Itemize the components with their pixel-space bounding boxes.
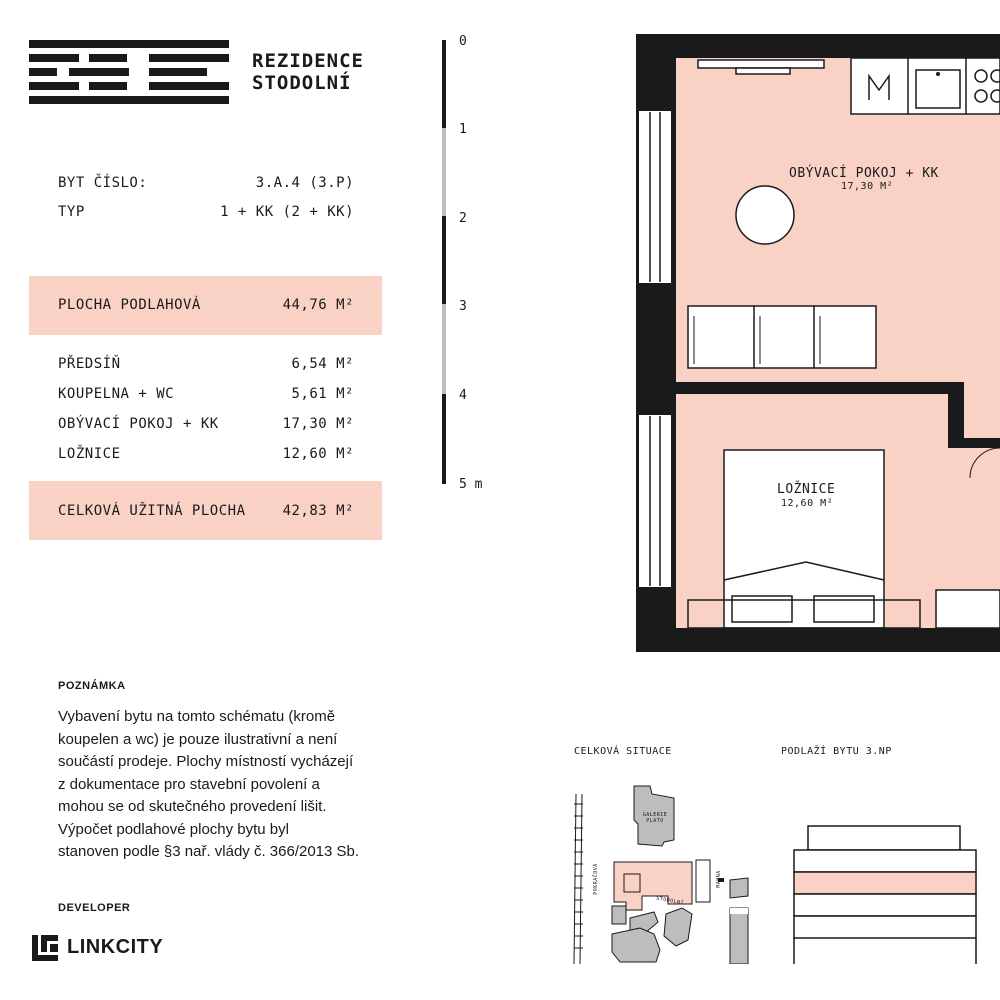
street-porazkova-label: POKRAČOVÁ bbox=[592, 863, 599, 895]
living-room-name: OBÝVACÍ POKOJ + KK bbox=[789, 166, 939, 181]
unit-number-label: BYT ČÍSLO: bbox=[58, 175, 148, 191]
unit-type-label: TYP bbox=[58, 204, 85, 220]
brand-line-1: REZIDENCE bbox=[252, 50, 364, 72]
unit-number-row bbox=[58, 175, 354, 191]
scale-tick-label: 5 m bbox=[459, 477, 483, 492]
living-room-area: 17,30 M² bbox=[841, 181, 894, 192]
room-row bbox=[58, 386, 354, 402]
building-floor-diagram bbox=[790, 824, 980, 968]
unit-number-value: 3.A.4 (3.P) bbox=[255, 175, 354, 191]
brand-title bbox=[252, 50, 364, 94]
note-line: stanoven podle §3 nař. vlády č. 366/2013 Sb. bbox=[58, 843, 360, 860]
note-line: Výpočet podlahové plochy bytu byl bbox=[58, 820, 289, 838]
floor-area-value: 44,76 M² bbox=[282, 297, 354, 313]
floor-area-row bbox=[58, 297, 354, 313]
site-situation-map bbox=[572, 784, 752, 964]
scale-bar bbox=[440, 38, 450, 488]
scale-tick-label: 0 bbox=[459, 34, 467, 49]
note-title: POZNÁMKA bbox=[58, 680, 126, 692]
note-line: mohou se od skutečného provedení lišit. bbox=[58, 798, 327, 815]
scale-tick-label: 4 bbox=[459, 388, 467, 403]
room-label: OBÝVACÍ POKOJ + KK bbox=[58, 416, 219, 432]
room-row bbox=[58, 356, 354, 372]
floor-diagram-title: PODLAŽÍ BYTU 3.NP bbox=[781, 746, 892, 757]
rezidence-logo-mark bbox=[29, 40, 229, 104]
room-label: KOUPELNA + WC bbox=[58, 386, 175, 402]
total-area-value: 42,83 M² bbox=[282, 503, 354, 519]
room-value: 5,61 M² bbox=[291, 386, 354, 402]
room-row bbox=[58, 446, 354, 462]
room-value: 12,60 M² bbox=[282, 446, 354, 462]
scale-tick-label: 1 bbox=[459, 122, 467, 137]
scale-tick-label: 3 bbox=[459, 299, 467, 314]
unit-type-value: 1 + KK (2 + KK) bbox=[220, 204, 354, 220]
situation-title: CELKOVÁ SITUACE bbox=[574, 746, 672, 757]
note-text bbox=[58, 706, 368, 864]
scale-tick-label: 2 bbox=[459, 211, 467, 226]
note-line: součástí prodeje. Plochy místností vycházejí bbox=[58, 753, 354, 770]
developer-name: LINKCITY bbox=[67, 936, 164, 958]
street-stodolni-label: STODOLNÍ bbox=[655, 895, 685, 907]
brand-line-2: STODOLNÍ bbox=[252, 72, 352, 94]
room-label: LOŽNICE bbox=[58, 446, 121, 462]
bedroom-name: LOŽNICE bbox=[777, 482, 836, 497]
floor-plan bbox=[636, 34, 1000, 652]
gallery-label: GALERIE PLATO bbox=[642, 812, 668, 824]
developer-label: DEVELOPER bbox=[58, 902, 131, 914]
linkcity-logo-icon bbox=[30, 933, 60, 963]
note-line: koupelen a wc) je pouze ilustrativní a není bbox=[58, 730, 338, 748]
floor-area-label: PLOCHA PODLAHOVÁ bbox=[58, 297, 201, 313]
note-line: z dokumentace pro stavební povolení a bbox=[58, 775, 320, 793]
total-area-label: CELKOVÁ UŽITNÁ PLOCHA bbox=[58, 503, 246, 519]
room-label: PŘEDSÍŇ bbox=[58, 356, 121, 372]
room-value: 17,30 M² bbox=[282, 416, 354, 432]
street-mahna-label: MAHNA bbox=[715, 870, 722, 888]
note-line: Vybavení bytu na tomto schématu (kromě bbox=[58, 708, 336, 725]
total-area-row bbox=[58, 503, 354, 519]
room-value: 6,54 M² bbox=[291, 356, 354, 372]
room-row bbox=[58, 416, 354, 432]
unit-type-row bbox=[58, 204, 354, 220]
bedroom-area: 12,60 M² bbox=[781, 498, 834, 509]
